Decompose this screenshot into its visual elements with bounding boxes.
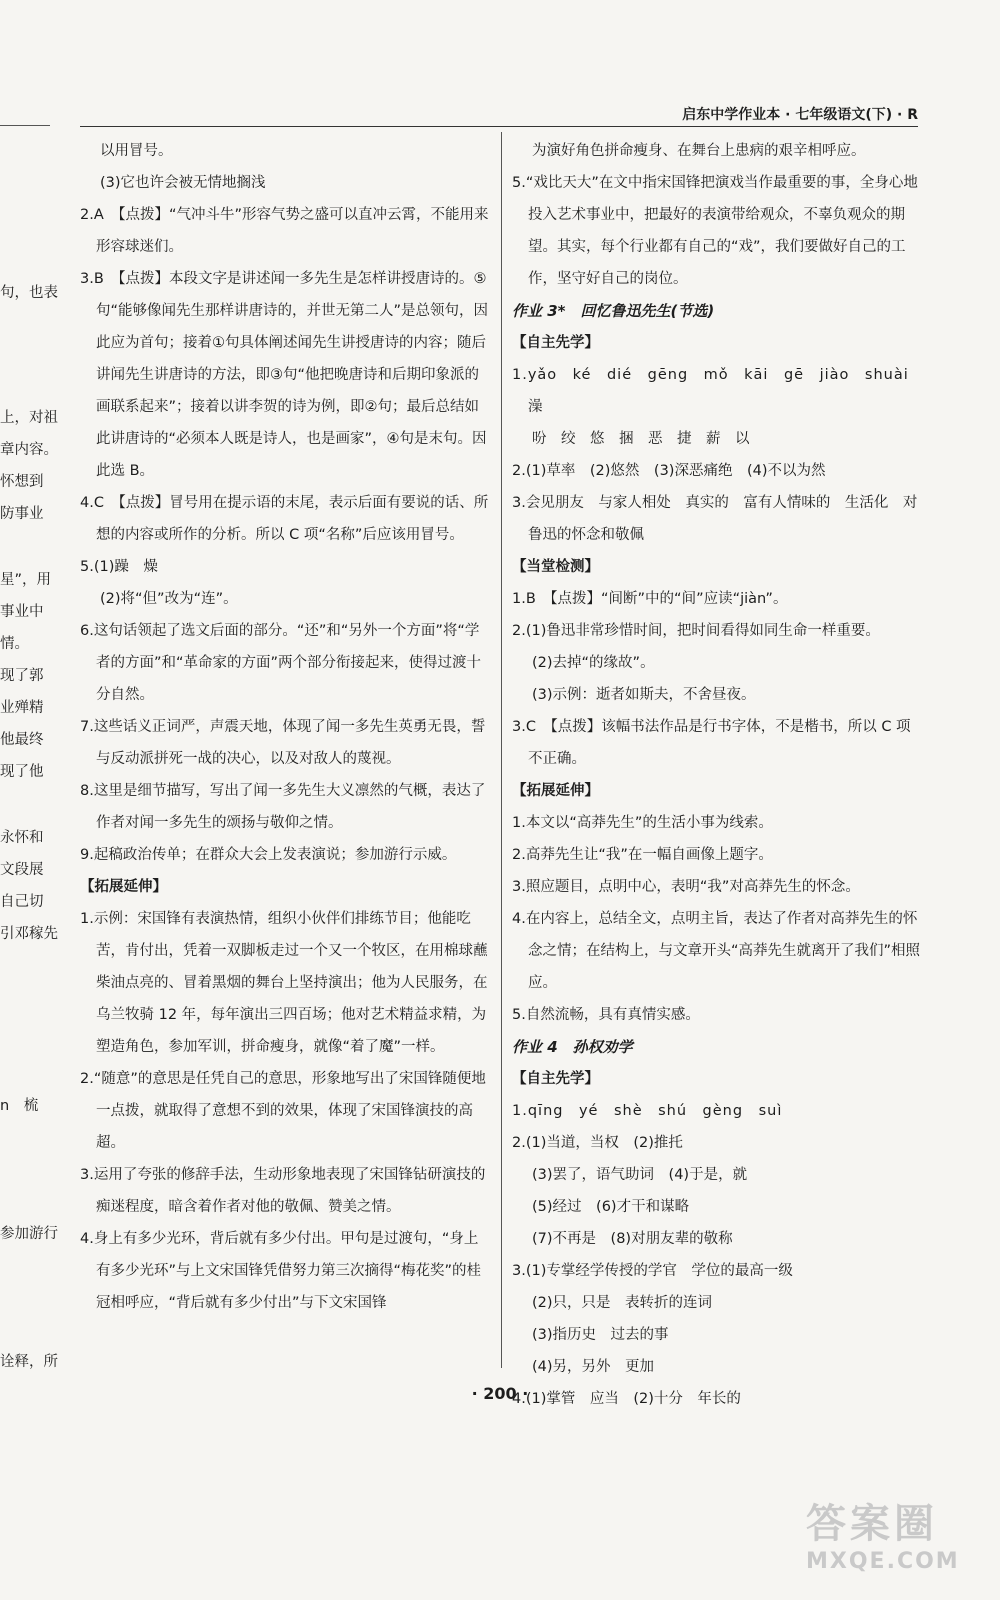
answer-line: 4.身上有多少光环，背后就有多少付出。甲句是过渡句，“身上有多少光环”与上文宋国锋凭借努力第三次摘得“梅花奖”的桂冠相呼应，“背后就有多少付出”与下文宋国锋 <box>80 1231 482 1311</box>
left-column <box>80 135 490 1375</box>
answer-line: (3)示例：逝者如斯夫，不舍昼夜。 <box>532 687 756 703</box>
answer-line: 1.本文以“高莽先生”的生活小事为线索。 <box>512 815 773 831</box>
answer-line: (3)它也许会被无情地搁浅 <box>100 175 266 191</box>
margin-fragment: 怀想到 <box>0 474 44 490</box>
answer-line: 吩 绞 悠 捆 恶 捷 薪 以 <box>532 431 750 447</box>
answer-line: 2.(1)草率 (2)悠然 (3)深恶痛绝 (4)不以为然 <box>512 463 826 479</box>
answer-line: 3.(1)专掌经学传授的学官 学位的最高一级 <box>512 1263 793 1279</box>
answer-line: 1.qīng yé shè shú gèng suì <box>512 1103 783 1119</box>
answer-line: (4)另，另外 更加 <box>532 1359 655 1375</box>
section-heading: 【拓展延伸】 <box>80 879 167 895</box>
margin-fragment: 句，也表 <box>0 285 58 301</box>
answer-line: 3.会见朋友 与家人相处 真实的 富有人情味的 生活化 对鲁迅的怀念和敬佩 <box>512 495 918 543</box>
answer-line: (2)将“但”改为“连”。 <box>100 591 238 607</box>
margin-fragment: 业殚精 <box>0 700 44 716</box>
margin-fragment: 星”，用 <box>0 572 52 588</box>
right-column <box>512 135 925 1407</box>
assignment-title: 作业 4 孙权劝学 <box>512 1038 633 1056</box>
answer-line: 5.自然流畅，具有真情实感。 <box>512 1007 700 1023</box>
margin-fragment: 诠释，所 <box>0 1354 58 1370</box>
section-heading: 【自主先学】 <box>512 335 599 351</box>
answer-line: 以用冒号。 <box>100 143 173 159</box>
answer-line: 1.yǎo ké dié gēng mǒ kāi gē jiào shuài 澡 <box>512 367 925 415</box>
answer-line: 1.示例：宋国锋有表演热情，组织小伙伴们排练节目；他能吃苦，肯付出，凭着一双脚板走过一个又一个牧区，在用棉球蘸柴油点亮的、冒着黑烟的舞台上坚持演出；他为人民服务，在乌兰牧骑 12 年，每年演出三四百场；他对艺术精益求精，为塑造角色，参加军训，拼命瘦身，就像“着了魔”一样。 <box>80 911 488 1055</box>
answer-line: (2)只，只是 表转折的连词 <box>532 1295 713 1311</box>
answer-line: (2)去掉“的缘故”。 <box>532 655 655 671</box>
margin-fragment: 文段展 <box>0 862 44 878</box>
answer-line: 5.(1)躁 燥 <box>80 559 158 575</box>
answer-line: 1.B 【点拨】“间断”中的“间”应读“jiàn”。 <box>512 591 788 607</box>
answer-line: 4.在内容上，总结全文，点明主旨，表达了作者对高莽先生的怀念之情；在结构上，与文章开头“高莽先生就离开了我们”相照应。 <box>512 911 921 991</box>
left-header-rule <box>0 125 50 126</box>
answer-line: 4.(1)掌管 应当 (2)十分 年长的 <box>512 1391 741 1407</box>
answer-line: (5)经过 (6)才干和谋略 <box>532 1199 690 1215</box>
margin-fragment: 参加游行 <box>0 1226 58 1242</box>
answer-line: 5.“戏比天大”在文中指宋国锋把演戏当作最重要的事，全身心地投入艺术事业中，把最好的表演带给观众，不辜负观众的期望。其实，每个行业都有自己的“戏”，我们要做好自己的工作，坚守好自己的岗位。 <box>512 175 918 287</box>
answer-line: 3.运用了夸张的修辞手法，生动形象地表现了宋国锋钻研演技的痴迷程度，暗含着作者对他的敬佩、赞美之情。 <box>80 1167 486 1215</box>
margin-fragment: 现了郭 <box>0 668 44 684</box>
margin-fragment: 引邓稼先 <box>0 926 58 942</box>
answer-line: 3.B 【点拨】本段文字是讲述闻一多先生是怎样讲授唐诗的。⑤句“能够像闻先生那样讲唐诗的，并世无第二人”是总领句，因此应为首句；接着①句具体阐述闻先生讲授唐诗的内容；随后讲闻先生讲唐诗的方法，即③句“他把晚唐诗和后期印象派的画联系起来”；接着以讲李贺的诗为例，即②句；最后总结如此讲唐诗的“必须本人既是诗人，也是画家”，④句是末句。因此选 B。 <box>80 271 489 479</box>
column-divider <box>501 132 502 1368</box>
answer-line: 8.这里是细节描写，写出了闻一多先生大义凛然的气概，表达了作者对闻一多先生的颂扬与敬仰之情。 <box>80 783 486 831</box>
answer-line: 为演好角色拼命瘦身、在舞台上患病的艰辛相呼应。 <box>532 143 866 159</box>
page-header <box>80 104 918 127</box>
header-title: 启东中学作业本 · 七年级语文(下) · R <box>682 107 918 123</box>
answer-line: 9.起稿政治传单；在群众大会上发表演说；参加游行示威。 <box>80 847 457 863</box>
margin-fragment: 现了他 <box>0 764 44 780</box>
answer-line: 7.这些话义正词严，声震天地，体现了闻一多先生英勇无畏，誓与反动派拼死一战的决心，以及对敌人的蔑视。 <box>80 719 486 767</box>
answer-line: 3.C 【点拨】该幅书法作品是行书字体，不是楷书，所以 C 项不正确。 <box>512 719 911 767</box>
answer-line: 6.这句话领起了选文后面的部分。“还”和“另外一个方面”将“学者的方面”和“革命家的方面”两个部分衔接起来，使得过渡十分自然。 <box>80 623 482 703</box>
answer-line: (3)指历史 过去的事 <box>532 1327 669 1343</box>
assignment-title: 作业 3* 回忆鲁迅先生(节选) <box>512 302 715 320</box>
section-heading: 【拓展延伸】 <box>512 783 599 799</box>
section-heading: 【自主先学】 <box>512 1071 599 1087</box>
margin-fragment: 章内容。 <box>0 442 58 458</box>
answer-line: (3)罢了，语气助词 (4)于是，就 <box>532 1167 748 1183</box>
watermark-line2: MXQE.COM <box>806 1549 960 1574</box>
answer-line: 2.“随意”的意思是任凭自己的意思，形象地写出了宋国锋随便地一点拨，就取得了意想不到的效果，体现了宋国锋演技的高超。 <box>80 1071 486 1151</box>
margin-fragment: n 梳 <box>0 1098 39 1114</box>
margin-fragment: 事业中 <box>0 604 44 620</box>
answer-line: 2.高莽先生让“我”在一幅自画像上题字。 <box>512 847 773 863</box>
margin-fragment: 永怀和 <box>0 830 44 846</box>
margin-fragment: 他最终 <box>0 732 44 748</box>
answer-line: 2.A 【点拨】“气冲斗牛”形容气势之盛可以直冲云霄，不能用来形容球迷们。 <box>80 207 489 255</box>
margin-fragment: 防事业 <box>0 506 44 522</box>
margin-fragment: 上，对祖 <box>0 410 58 426</box>
answer-line: 3.照应题目，点明中心，表明“我”对高莽先生的怀念。 <box>512 879 860 895</box>
answer-line: 4.C 【点拨】冒号用在提示语的末尾，表示后面有要说的话、所想的内容或所作的分析。所以 C 项“名称”后应该用冒号。 <box>80 495 489 543</box>
page-number: · 200 · <box>471 1384 529 1403</box>
watermark-logo <box>806 1500 978 1588</box>
margin-fragment: 自己切 <box>0 894 44 910</box>
answer-line: (7)不再是 (8)对朋友辈的敬称 <box>532 1231 733 1247</box>
margin-fragment: 情。 <box>0 636 29 652</box>
answer-line: 2.(1)鲁迅非常珍惜时间，把时间看得如同生命一样重要。 <box>512 623 880 639</box>
watermark-line1: 答案圈 <box>806 1501 938 1547</box>
section-heading: 【当堂检测】 <box>512 559 599 575</box>
answer-line: 2.(1)当道，当权 (2)推托 <box>512 1135 683 1151</box>
